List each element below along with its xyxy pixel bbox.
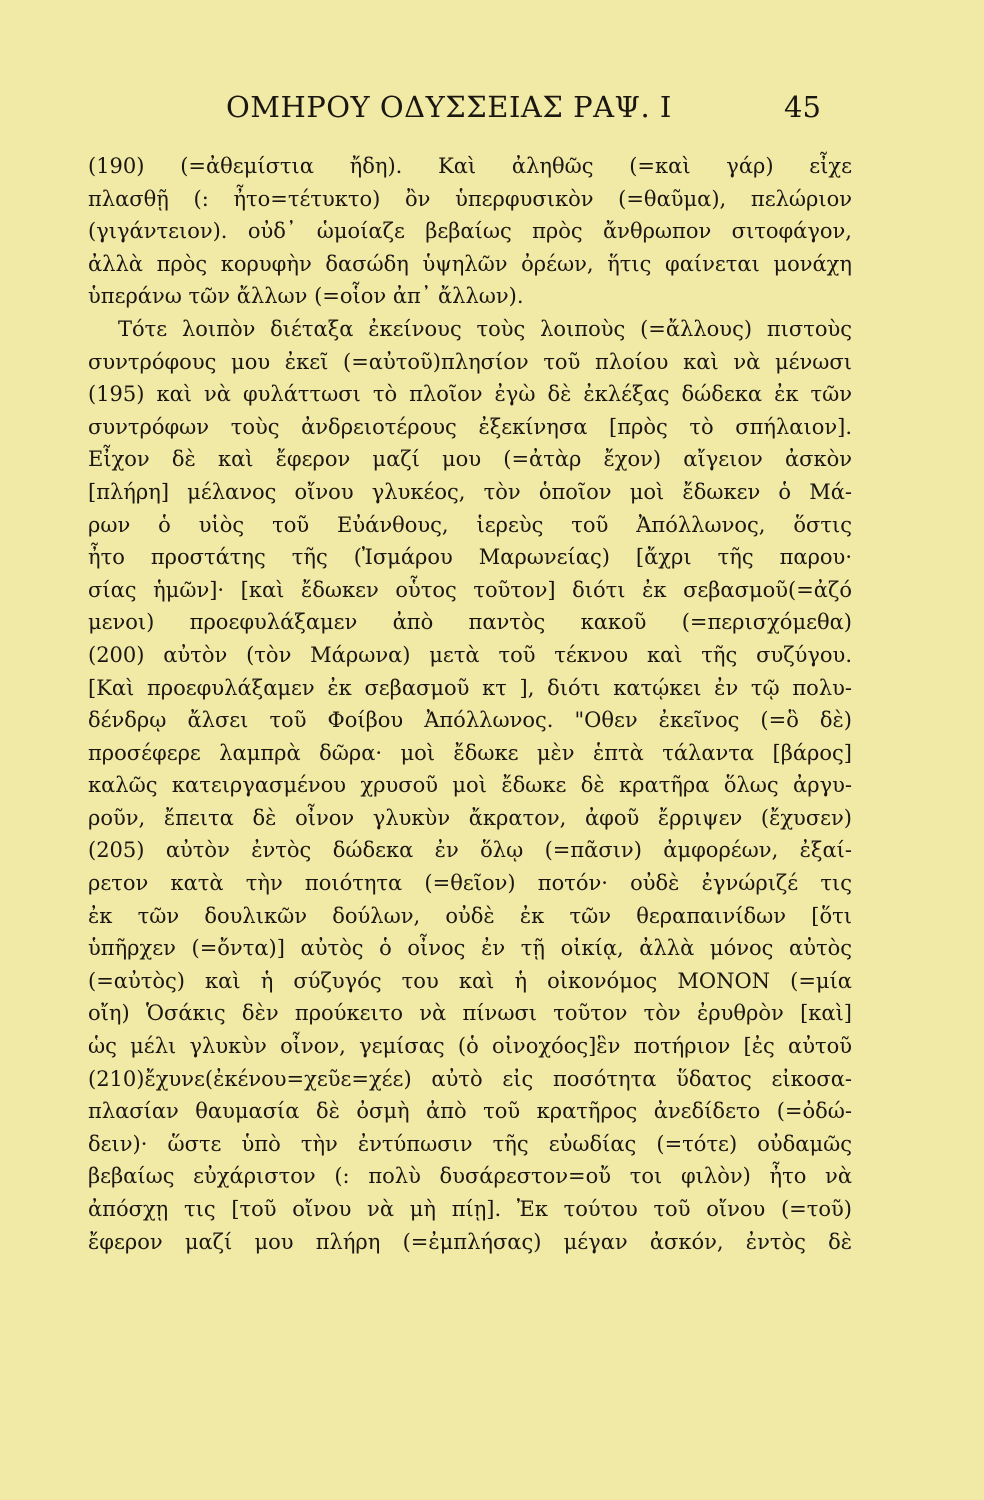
text-line: συντρόφους μου ἐκεῖ (=αὐτοῦ)πλησίον τοῦ πλοίου καὶ νὰ μένωσι <box>88 349 852 374</box>
text-line: ροῦν, ἔπειτα δὲ οἶνον γλυκὺν ἄκρατον, ἀφοῦ ἔρριψεν (ἔχυσεν) <box>88 805 852 830</box>
text-line: [Καὶ προεφυλάξαμεν ἐκ σεβασμοῦ κτ ], διότι κατῴκει ἐν τῷ πολυ- <box>88 675 852 700</box>
page-number: 45 <box>784 90 821 124</box>
text-line: ἐκ τῶν δουλικῶν δούλων, οὐδὲ ἐκ τῶν θεραπαινίδων [ὅτι <box>88 903 852 928</box>
text-line: (210)ἔχυνε(ἐκένου=χεῦε=χέε) αὐτὸ εἰς ποσότητα ὕδατος εἰκοσα- <box>88 1066 852 1091</box>
text-line: Τότε λοιπὸν διέταξα ἐκείνους τοὺς λοιποὺς (=ἄλλους) πιστοὺς <box>118 316 852 341</box>
text-line: προσέφερε λαμπρὰ δῶρα· μοὶ ἔδωκε μὲν ἑπτὰ τάλαντα [βάρος] <box>88 740 852 765</box>
text-line: ρετον κατὰ τὴν ποιότητα (=θεῖον) ποτόν· οὐδὲ ἐγνώριζέ τις <box>88 871 852 896</box>
text-line: δένδρῳ ἄλσει τοῦ Φοίβου Ἀπόλλωνος. "Οθεν ἐκεῖνος (=ὃ δὲ) <box>88 708 852 733</box>
text-line: ἦτο προστάτης τῆς (Ἰσμάρου Μαρωνείας) [ἄχρι τῆς παρου· <box>88 545 852 570</box>
text-line: (γιγάντειον). οὐδ᾽ ὡμοίαζε βεβαίως πρὸς ἄνθρωπον σιτοφάγον, <box>88 219 852 244</box>
text-line: πλασίαν θαυμασία δὲ ὀσμὴ ἀπὸ τοῦ κρατῆρος ἀνεδίδετο (=ὀδώ- <box>88 1099 852 1124</box>
text-line: ἔφερον μαζί μου πλήρη (=ἐμπλήσας) μέγαν ἀσκόν, ἐντὸς δὲ <box>88 1229 852 1254</box>
text-line: συντρόφων τοὺς ἀνδρειοτέρους ἐξεκίνησα [πρὸς τὸ σπήλαιον]. <box>88 414 852 439</box>
text-line: ὡς μέλι γλυκὺν οἶνον, γεμίσας (ὁ οἰνοχόος]ἓν ποτήριον [ἐς αὐτοῦ <box>88 1034 852 1059</box>
text-line: καλῶς κατειργασμένου χρυσοῦ μοὶ ἔδωκε δὲ κρατῆρα ὅλως ἀργυ- <box>88 773 852 798</box>
text-line: σίας ἡμῶν]· [καὶ ἔδωκεν οὗτος τοῦτον] διότι ἐκ σεβασμοῦ(=ἀζό <box>88 577 852 602</box>
text-line: ἀλλὰ πρὸς κορυφὴν δασώδη ὑψηλῶν ὀρέων, ἥτις φαίνεται μονάχη <box>88 251 852 276</box>
text-line: βεβαίως εὐχάριστον (: πολὺ δυσάρεστον=οὔ τοι φιλὸν) ἦτο νὰ <box>88 1164 852 1189</box>
text-line: ρων ὁ υἱὸς τοῦ Εὐάνθους, ἱερεὺς τοῦ Ἀπόλλωνος, ὅστις <box>88 512 852 537</box>
text-line: [πλήρη] μέλανος οἴνου γλυκέος, τὸν ὁποῖον μοὶ ἔδωκεν ὁ Μά- <box>88 479 852 504</box>
text-line: (=αὐτὸς) καὶ ἡ σύζυγός του καὶ ἡ οἰκονόμος ΜΟΝΟΝ (=μία <box>88 968 852 993</box>
body-text <box>88 150 852 1258</box>
text-line: ἀπόσχῃ τις [τοῦ οἴνου νὰ μὴ πίῃ]. Ἐκ τούτου τοῦ οἴνου (=τοῦ) <box>88 1197 852 1221</box>
text-line: ὑπεράνω τῶν ἄλλων (=οἷον ἀπ᾽ ἄλλων). <box>88 284 524 309</box>
text-line: δειν)· ὥστε ὑπὸ τὴν ἐντύπωσιν τῆς εὐωδίας (=τότε) οὐδαμῶς <box>88 1131 852 1156</box>
text-line: μενοι) προεφυλάξαμεν ἀπὸ παντὸς κακοῦ (=περισχόμεθα) <box>88 610 852 635</box>
text-line: ὑπῆρχεν (=ὄντα)] αὐτὸς ὁ οἶνος ἐν τῇ οἰκίᾳ, ἀλλὰ μόνος αὐτὸς <box>88 936 852 961</box>
text-line: (195) καὶ νὰ φυλάττωσι τὸ πλοῖον ἐγὼ δὲ ἐκλέξας δώδεκα ἐκ τῶν <box>88 382 852 407</box>
text-line: οἴη) Ὁσάκις δὲν προύκειτο νὰ πίνωσι τοῦτον τὸν ἐρυθρὸν [καὶ] <box>88 1001 852 1026</box>
text-line: Εἶχον δὲ καὶ ἔφερον μαζί μου (=ἀτὰρ ἔχον) αἴγειον ἀσκὸν <box>88 447 852 472</box>
running-head <box>0 90 984 134</box>
text-line: (200) αὐτὸν (τὸν Μάρωνα) μετὰ τοῦ τέκνου καὶ τῆς συζύγου. <box>88 642 852 667</box>
running-title: ΟΜΗΡΟΥ ΟΔΥΣΣΕΙΑΣ ΡΑΨ. Ι <box>226 90 672 124</box>
text-line: (205) αὐτὸν ἐντὸς δώδεκα ἐν ὅλῳ (=πᾶσιν) ἀμφορέων, ἐξαί- <box>88 838 852 863</box>
text-line: (190) (=ἀθεμίστια ἤδη). Καὶ ἀληθῶς (=καὶ γάρ) εἶχε <box>88 154 852 178</box>
text-line: πλασθῇ (: ἦτο=τέτυκτο) ὂν ὑπερφυσικὸν (=θαῦμα), πελώριον <box>88 186 852 211</box>
